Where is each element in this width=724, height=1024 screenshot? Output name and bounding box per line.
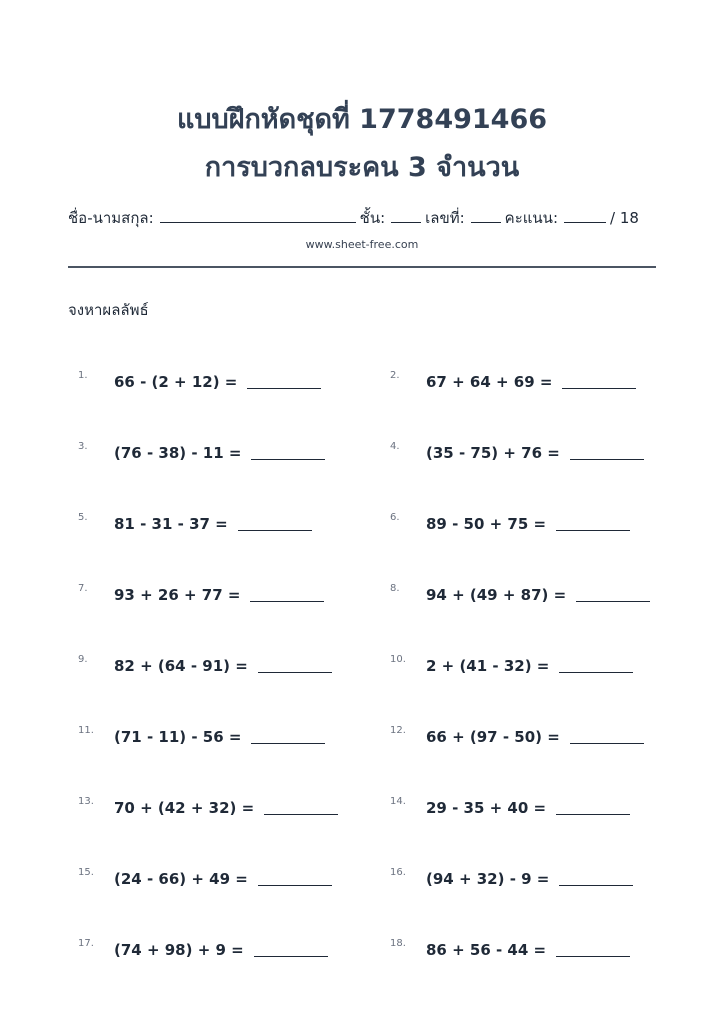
problem-expression: 94 + (49 + 87) =: [426, 586, 567, 604]
number-label: เลขที่:: [425, 209, 465, 227]
problem-item: [78, 794, 338, 822]
number-blank[interactable]: [471, 208, 501, 223]
problem-item: [78, 510, 312, 538]
score-total: / 18: [610, 209, 639, 227]
problem-item: [390, 510, 630, 538]
answer-blank[interactable]: [250, 601, 324, 602]
answer-blank[interactable]: [559, 672, 633, 673]
problem-number: 17.: [78, 938, 94, 949]
problem-number: 4.: [390, 441, 400, 452]
problem-item: [78, 865, 332, 893]
problem-number: 9.: [78, 654, 88, 665]
answer-blank[interactable]: [238, 530, 312, 531]
problem-number: 6.: [390, 512, 400, 523]
problem-expression: 66 + (97 - 50) =: [426, 728, 560, 746]
score-label: คะแนน:: [504, 209, 558, 227]
answer-blank[interactable]: [559, 885, 633, 886]
score-blank[interactable]: [564, 208, 606, 223]
problem-number: 8.: [390, 583, 400, 594]
grade-label: ชั้น:: [359, 209, 386, 227]
instruction-text: จงหาผลลัพธ์: [68, 301, 149, 319]
problem-number: 18.: [390, 938, 406, 949]
problem-expression: 86 + 56 - 44 =: [426, 941, 547, 959]
problem-item: [78, 368, 321, 396]
problem-expression: (94 + 32) - 9 =: [426, 870, 550, 888]
problem-item: [390, 368, 636, 396]
worksheet-subtitle: การบวกลบระคน 3 จำนวน: [204, 152, 520, 183]
problem-expression: 67 + 64 + 69 =: [426, 373, 553, 391]
problem-number: 2.: [390, 370, 400, 381]
header-divider: [68, 266, 656, 268]
answer-blank[interactable]: [556, 530, 630, 531]
problem-expression: (35 - 75) + 76 =: [426, 444, 560, 462]
problem-number: 12.: [390, 725, 406, 736]
problem-expression: 93 + 26 + 77 =: [114, 586, 241, 604]
problem-item: [78, 581, 324, 609]
problem-expression: 89 - 50 + 75 =: [426, 515, 547, 533]
name-label: ชื่อ-นามสกุล:: [68, 209, 154, 227]
answer-blank[interactable]: [576, 601, 650, 602]
student-info-row: [68, 206, 656, 230]
answer-blank[interactable]: [570, 459, 644, 460]
problem-item: [78, 652, 332, 680]
problem-number: 16.: [390, 867, 406, 878]
problem-expression: 2 + (41 - 32) =: [426, 657, 550, 675]
problem-item: [390, 794, 630, 822]
problem-number: 14.: [390, 796, 406, 807]
answer-blank[interactable]: [556, 814, 630, 815]
problem-number: 1.: [78, 370, 88, 381]
problem-expression: (71 - 11) - 56 =: [114, 728, 242, 746]
problem-number: 5.: [78, 512, 88, 523]
answer-blank[interactable]: [570, 743, 644, 744]
answer-blank[interactable]: [254, 956, 328, 957]
problem-expression: 70 + (42 + 32) =: [114, 799, 255, 817]
problem-expression: 82 + (64 - 91) =: [114, 657, 248, 675]
problem-item: [390, 936, 630, 964]
problem-item: [390, 865, 633, 893]
problem-item: [390, 439, 644, 467]
problem-expression: 29 - 35 + 40 =: [426, 799, 547, 817]
answer-blank[interactable]: [264, 814, 338, 815]
problem-number: 10.: [390, 654, 406, 665]
problem-expression: (76 - 38) - 11 =: [114, 444, 242, 462]
problem-item: [78, 723, 325, 751]
answer-blank[interactable]: [258, 885, 332, 886]
problem-item: [78, 936, 328, 964]
answer-blank[interactable]: [556, 956, 630, 957]
problem-expression: (24 - 66) + 49 =: [114, 870, 248, 888]
name-blank[interactable]: [160, 208, 356, 223]
problem-number: 15.: [78, 867, 94, 878]
worksheet-title: แบบฝึกหัดชุดที่ 1778491466: [176, 104, 548, 135]
answer-blank[interactable]: [251, 459, 325, 460]
grade-blank[interactable]: [391, 208, 421, 223]
answer-blank[interactable]: [562, 388, 636, 389]
answer-blank[interactable]: [247, 388, 321, 389]
problem-expression: (74 + 98) + 9 =: [114, 941, 244, 959]
problem-number: 3.: [78, 441, 88, 452]
problem-number: 13.: [78, 796, 94, 807]
problem-number: 7.: [78, 583, 88, 594]
problem-item: [78, 439, 325, 467]
problem-expression: 81 - 31 - 37 =: [114, 515, 228, 533]
problem-item: [390, 652, 633, 680]
answer-blank[interactable]: [258, 672, 332, 673]
problem-item: [390, 581, 650, 609]
answer-blank[interactable]: [251, 743, 325, 744]
website-url: www.sheet-free.com: [305, 238, 419, 251]
problem-expression: 66 - (2 + 12) =: [114, 373, 238, 391]
problem-item: [390, 723, 644, 751]
problem-number: 11.: [78, 725, 94, 736]
